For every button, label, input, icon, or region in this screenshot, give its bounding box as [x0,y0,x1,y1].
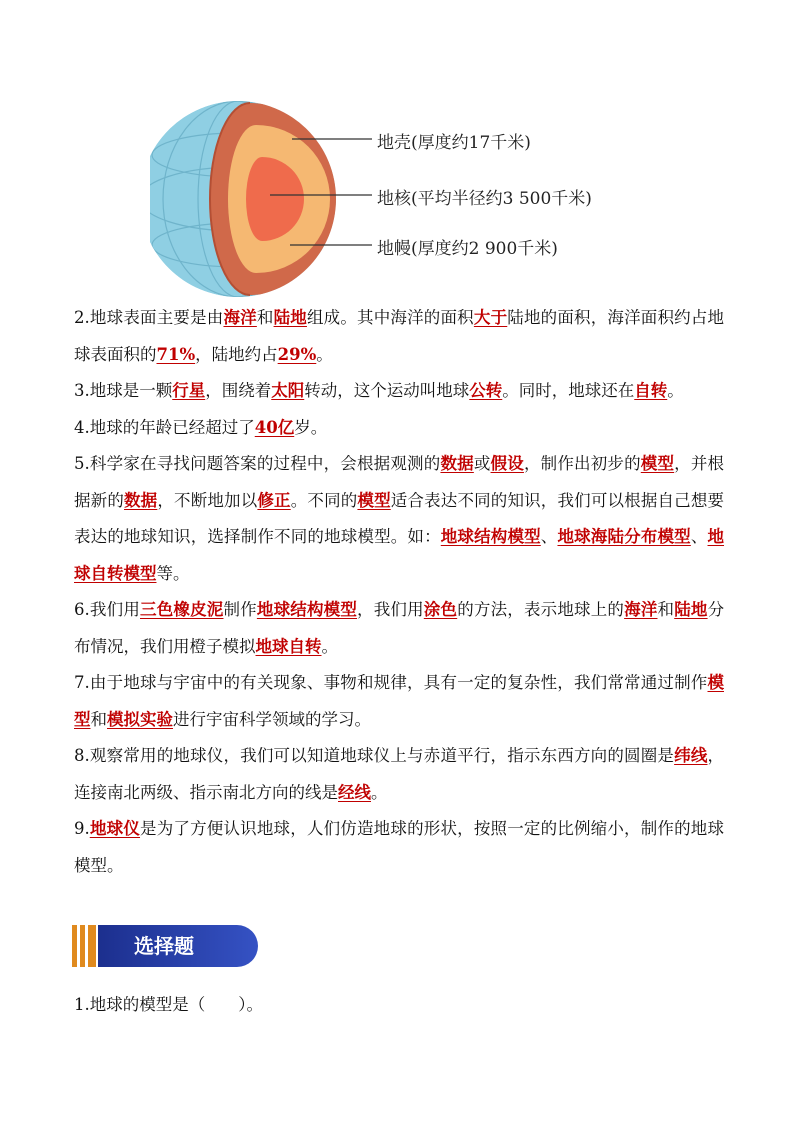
paragraph-text: ，并根据新的 [74,454,725,510]
answer-blank: 40亿 [254,417,295,437]
answer-blank: 陆地 [273,308,307,327]
answer-blank: 纬线 [674,746,708,765]
paragraph-text: 。同时，地球还在 [502,381,635,400]
paragraph-text: ，我们用 [357,600,424,619]
question-1: 1.地球的模型是（ ）。 [74,995,263,1014]
paragraph-text: 。 [371,782,388,802]
paragraph-text: 、 [690,527,708,546]
paragraph-text: 。 [316,344,333,364]
paragraph-text: 。 [321,636,338,656]
answer-blank: 数据 [124,490,158,510]
answer-blank: 陆地 [674,600,708,619]
earth-structure-figure [150,95,650,300]
paragraph-text: ，不断地加以 [157,490,258,510]
banner-stripes [72,925,94,967]
answer-blank: 经线 [338,782,371,802]
paragraph-text: 。 [667,381,684,400]
section-title: 选择题 [134,934,194,958]
paragraph-text: 。不同的 [290,490,358,510]
paragraph-3 [74,373,724,410]
section-banner [72,925,258,967]
answer-blank: 假设 [490,454,524,473]
answer-blank: 自转 [634,381,668,400]
paragraph-text: ，制作出初步的 [523,454,641,473]
answer-blank: 行星 [172,381,206,400]
paragraph-text: 是为了方便认识地球，人们仿造地球的形状，按照一定的比例缩小，制作的地球模型。 [74,819,725,875]
paragraph-text: 3.地球是一颗 [74,381,173,400]
paragraph-text: ，连接南北两级、指示南北方向的线是 [74,746,725,802]
paragraph-7 [74,665,724,738]
paragraph-6 [74,592,724,665]
paragraph-text: 组成。其中海洋的面积 [306,308,474,327]
answer-blank: 涂色 [423,600,458,619]
paragraph-text: 7.由于地球与宇宙中的有关现象、事物和规律，具有一定的复杂性，我们常常通过制作 [74,673,708,692]
paragraph-text: 8.观察常用的地球仪，我们可以知道地球仪上与赤道平行，指示东西方向的圆圈是 [74,746,675,765]
crust-label: 地壳(厚度约17千米) [377,133,531,153]
answer-blank: 模拟实验 [107,709,173,729]
paragraph-text: 和 [256,308,274,327]
paragraph-4 [74,410,724,447]
answer-blank: 三色橡皮泥 [140,600,224,619]
paragraph-text: 、 [540,527,558,546]
answer-blank: 海洋 [624,600,658,619]
answer-blank: 地球仪 [89,819,141,838]
paragraph-8 [74,738,724,811]
answer-blank: 地球自转 [255,636,322,656]
paragraph-2 [74,300,724,373]
paragraph-text: 转动，这个运动叫地球 [304,381,470,400]
answer-blank: 海洋 [223,308,257,327]
paragraph-9 [74,811,724,884]
paragraph-text: 或 [473,454,491,473]
paragraph-text: 和 [657,600,675,619]
answer-blank: 地球海陆分布模型 [557,527,691,546]
paragraph-text: 4.地球的年龄已经超过了 [74,417,255,437]
answer-blank: 公转 [469,381,503,400]
answer-blank: 太阳 [271,381,305,400]
answer-blank: 地球结构模型 [440,527,541,546]
answer-paragraphs [74,300,724,884]
paragraph-text: 9. [74,819,90,838]
paragraph-text: 和 [90,709,107,729]
paragraph-text: 的方法，表示地球上的 [457,600,625,619]
paragraph-text: 6.我们用 [74,600,141,619]
mantle-label: 地幔(厚度约2 900千米) [377,239,558,259]
answer-blank: 修正 [257,490,291,510]
answer-blank: 29% [277,344,317,364]
core-label: 地核(平均半径约3 500千米) [377,189,592,209]
paragraph-text: 陆地的面积，海洋面积约占地球表面积的 [74,308,725,364]
paragraph-text: 等。 [156,563,190,583]
paragraph-5 [74,446,724,592]
answer-blank: 模型 [640,454,675,473]
paragraph-text: ，围绕着 [205,381,272,400]
paragraph-text: ，陆地约占 [195,344,278,364]
answer-blank: 模型 [74,673,724,729]
paragraph-text: 岁。 [294,417,328,437]
paragraph-text: 进行宇宙科学领域的学习。 [173,709,371,729]
answer-blank: 数据 [440,454,474,473]
paragraph-text: 制作 [223,600,257,619]
answer-blank: 模型 [357,490,391,510]
paragraph-text: 分布情况，我们用橙子模拟 [74,600,725,656]
answer-blank: 71% [156,344,196,364]
paragraph-text: 5.科学家在寻找问题答案的过程中，会根据观测的 [74,454,441,473]
paragraph-text: 2.地球表面主要是由 [74,308,224,327]
answer-blank: 地球自转模型 [74,527,725,583]
answer-blank: 地球结构模型 [256,600,358,619]
answer-blank: 大于 [473,308,508,327]
paragraph-text: 适合表达不同的知识，我们可以根据自己想要表达的地球知识，选择制作不同的地球模型。如： [74,490,725,546]
